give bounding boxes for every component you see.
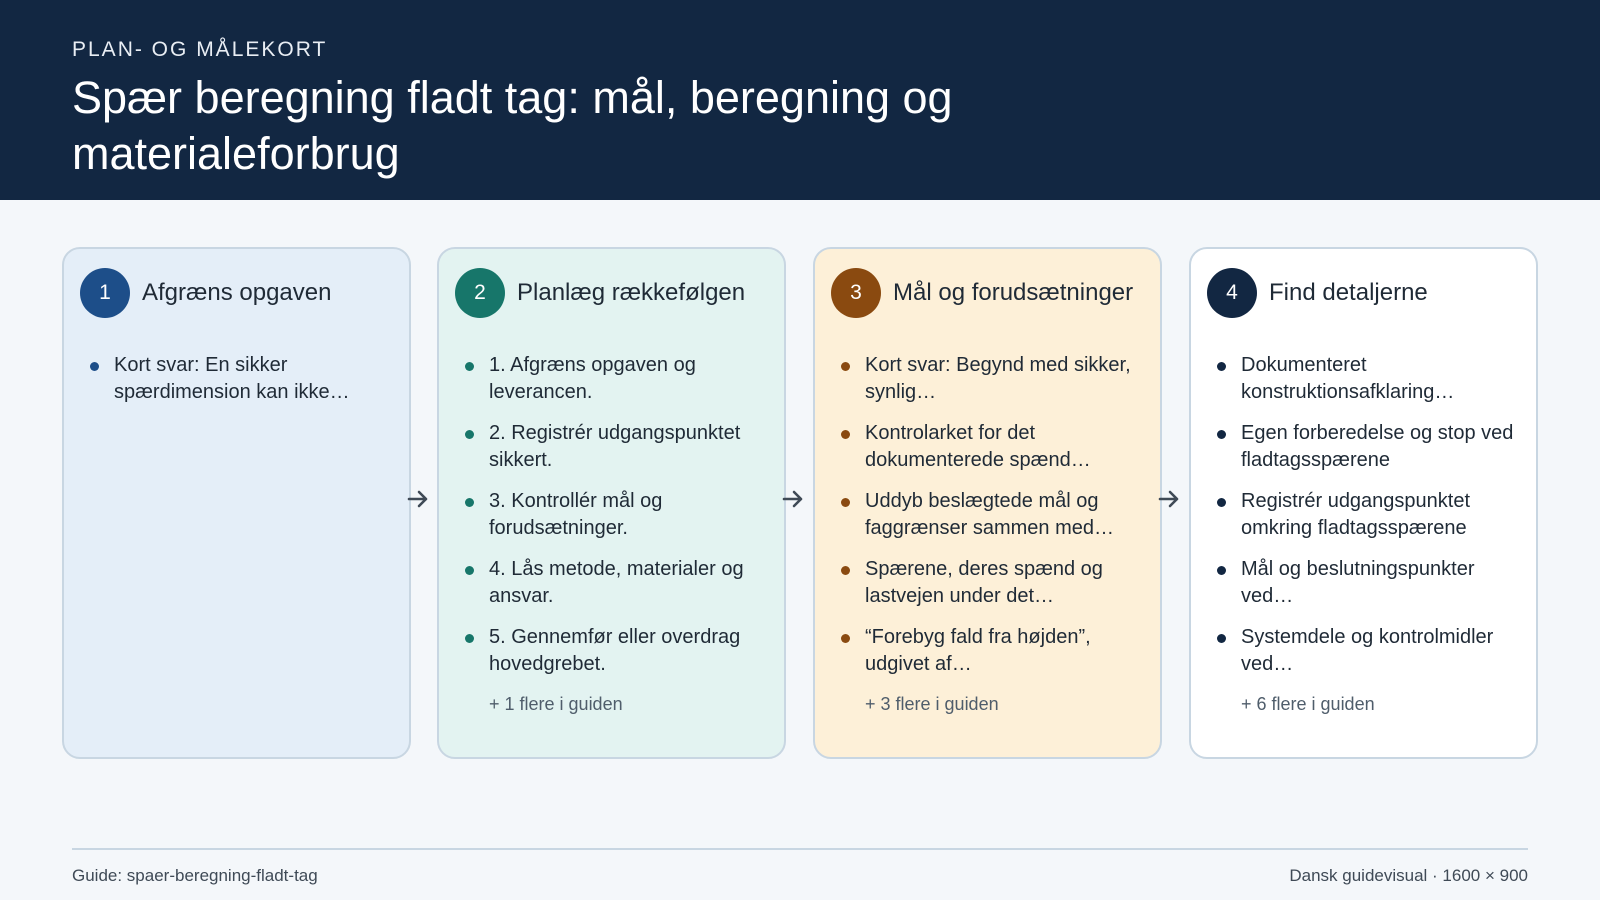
step-item-list (90, 352, 400, 420)
list-item: Dokumenteret konstruktionsafklaring… (1217, 352, 1527, 406)
list-item: Uddyb beslægtede mål og faggrænser sammen med… (841, 488, 1151, 542)
footer-guide-slug: Guide: spaer-beregning-fladt-tag (72, 866, 318, 885)
bullet-icon (465, 634, 474, 643)
bullet-icon (465, 430, 474, 439)
eyebrow-label: PLAN- OG MÅLEKORT (72, 38, 328, 61)
more-in-guide-note: + 1 flere i guiden (489, 694, 623, 714)
list-item: Egen forberedelse og stop ved fladtagsspærene (1217, 420, 1527, 474)
bullet-icon (465, 498, 474, 507)
bullet-icon (465, 362, 474, 371)
more-in-guide-note: + 3 flere i guiden (865, 694, 999, 714)
list-item: Kontrolarket for det dokumenterede spænd… (841, 420, 1151, 474)
step-card-1 (62, 247, 411, 759)
bullet-icon (841, 498, 850, 507)
list-item: 1. Afgræns opgaven og leverancen. (465, 352, 775, 406)
more-in-guide-note: + 6 flere i guiden (1241, 694, 1375, 714)
step-card-header (1207, 267, 1428, 319)
bullet-icon (465, 566, 474, 575)
page-title: Spær beregning fladt tag: mål, beregning og materialeforbrug (72, 72, 953, 179)
step-card-header (831, 267, 1133, 319)
bullet-icon (1217, 430, 1226, 439)
list-item: “Forebyg fald fra højden”, udgivet af… (841, 624, 1151, 678)
step-number-badge: 1 (80, 268, 130, 318)
list-item: 3. Kontrollér mål og forudsætninger. (465, 488, 775, 542)
bullet-icon (841, 430, 850, 439)
step-card-title: Planlæg rækkefølgen (517, 279, 746, 306)
step-item-list (841, 352, 1151, 692)
step-item-list (465, 352, 775, 692)
list-item: 2. Registrér udgangspunktet sikkert. (465, 420, 775, 474)
step-number-badge: 2 (455, 268, 505, 318)
step-item-list (1217, 352, 1527, 692)
bullet-icon (1217, 566, 1226, 575)
arrow-right-icon (1157, 487, 1181, 511)
bullet-icon (1217, 362, 1226, 371)
list-item: Registrér udgangspunktet omkring fladtagsspærene (1217, 488, 1527, 542)
bullet-icon (1217, 634, 1226, 643)
step-number-badge: 4 (1207, 268, 1257, 318)
step-card-title: Find detaljerne (1269, 279, 1428, 306)
bullet-icon (90, 362, 99, 371)
bullet-icon (841, 634, 850, 643)
step-number-badge: 3 (831, 268, 881, 318)
arrow-right-icon (781, 487, 805, 511)
arrow-right-icon (406, 487, 430, 511)
step-card-header (455, 267, 745, 319)
step-card-4 (1189, 247, 1538, 759)
list-item: Kort svar: En sikker spærdimension kan ikke… (90, 352, 400, 406)
bullet-icon (841, 566, 850, 575)
bullet-icon (841, 362, 850, 371)
list-item: Spærene, deres spænd og lastvejen under det… (841, 556, 1151, 610)
step-card-title: Afgræns opgaven (142, 279, 332, 306)
list-item: 5. Gennemfør eller overdrag hovedgrebet. (465, 624, 775, 678)
step-card-title: Mål og forudsætninger (893, 279, 1134, 306)
list-item: Mål og beslutningspunkter ved… (1217, 556, 1527, 610)
step-cards (62, 247, 1538, 759)
bullet-icon (1217, 498, 1226, 507)
footer-meta: Dansk guidevisual · 1600 × 900 (1289, 866, 1528, 885)
step-card-3 (813, 247, 1162, 759)
list-item: Kort svar: Begynd med sikker, synlig… (841, 352, 1151, 406)
header-banner (0, 0, 1600, 200)
step-card-header (80, 267, 331, 319)
list-item: 4. Lås metode, materialer og ansvar. (465, 556, 775, 610)
list-item: Systemdele og kontrolmidler ved… (1217, 624, 1527, 678)
footer-divider (72, 848, 1528, 850)
step-card-2 (437, 247, 786, 759)
